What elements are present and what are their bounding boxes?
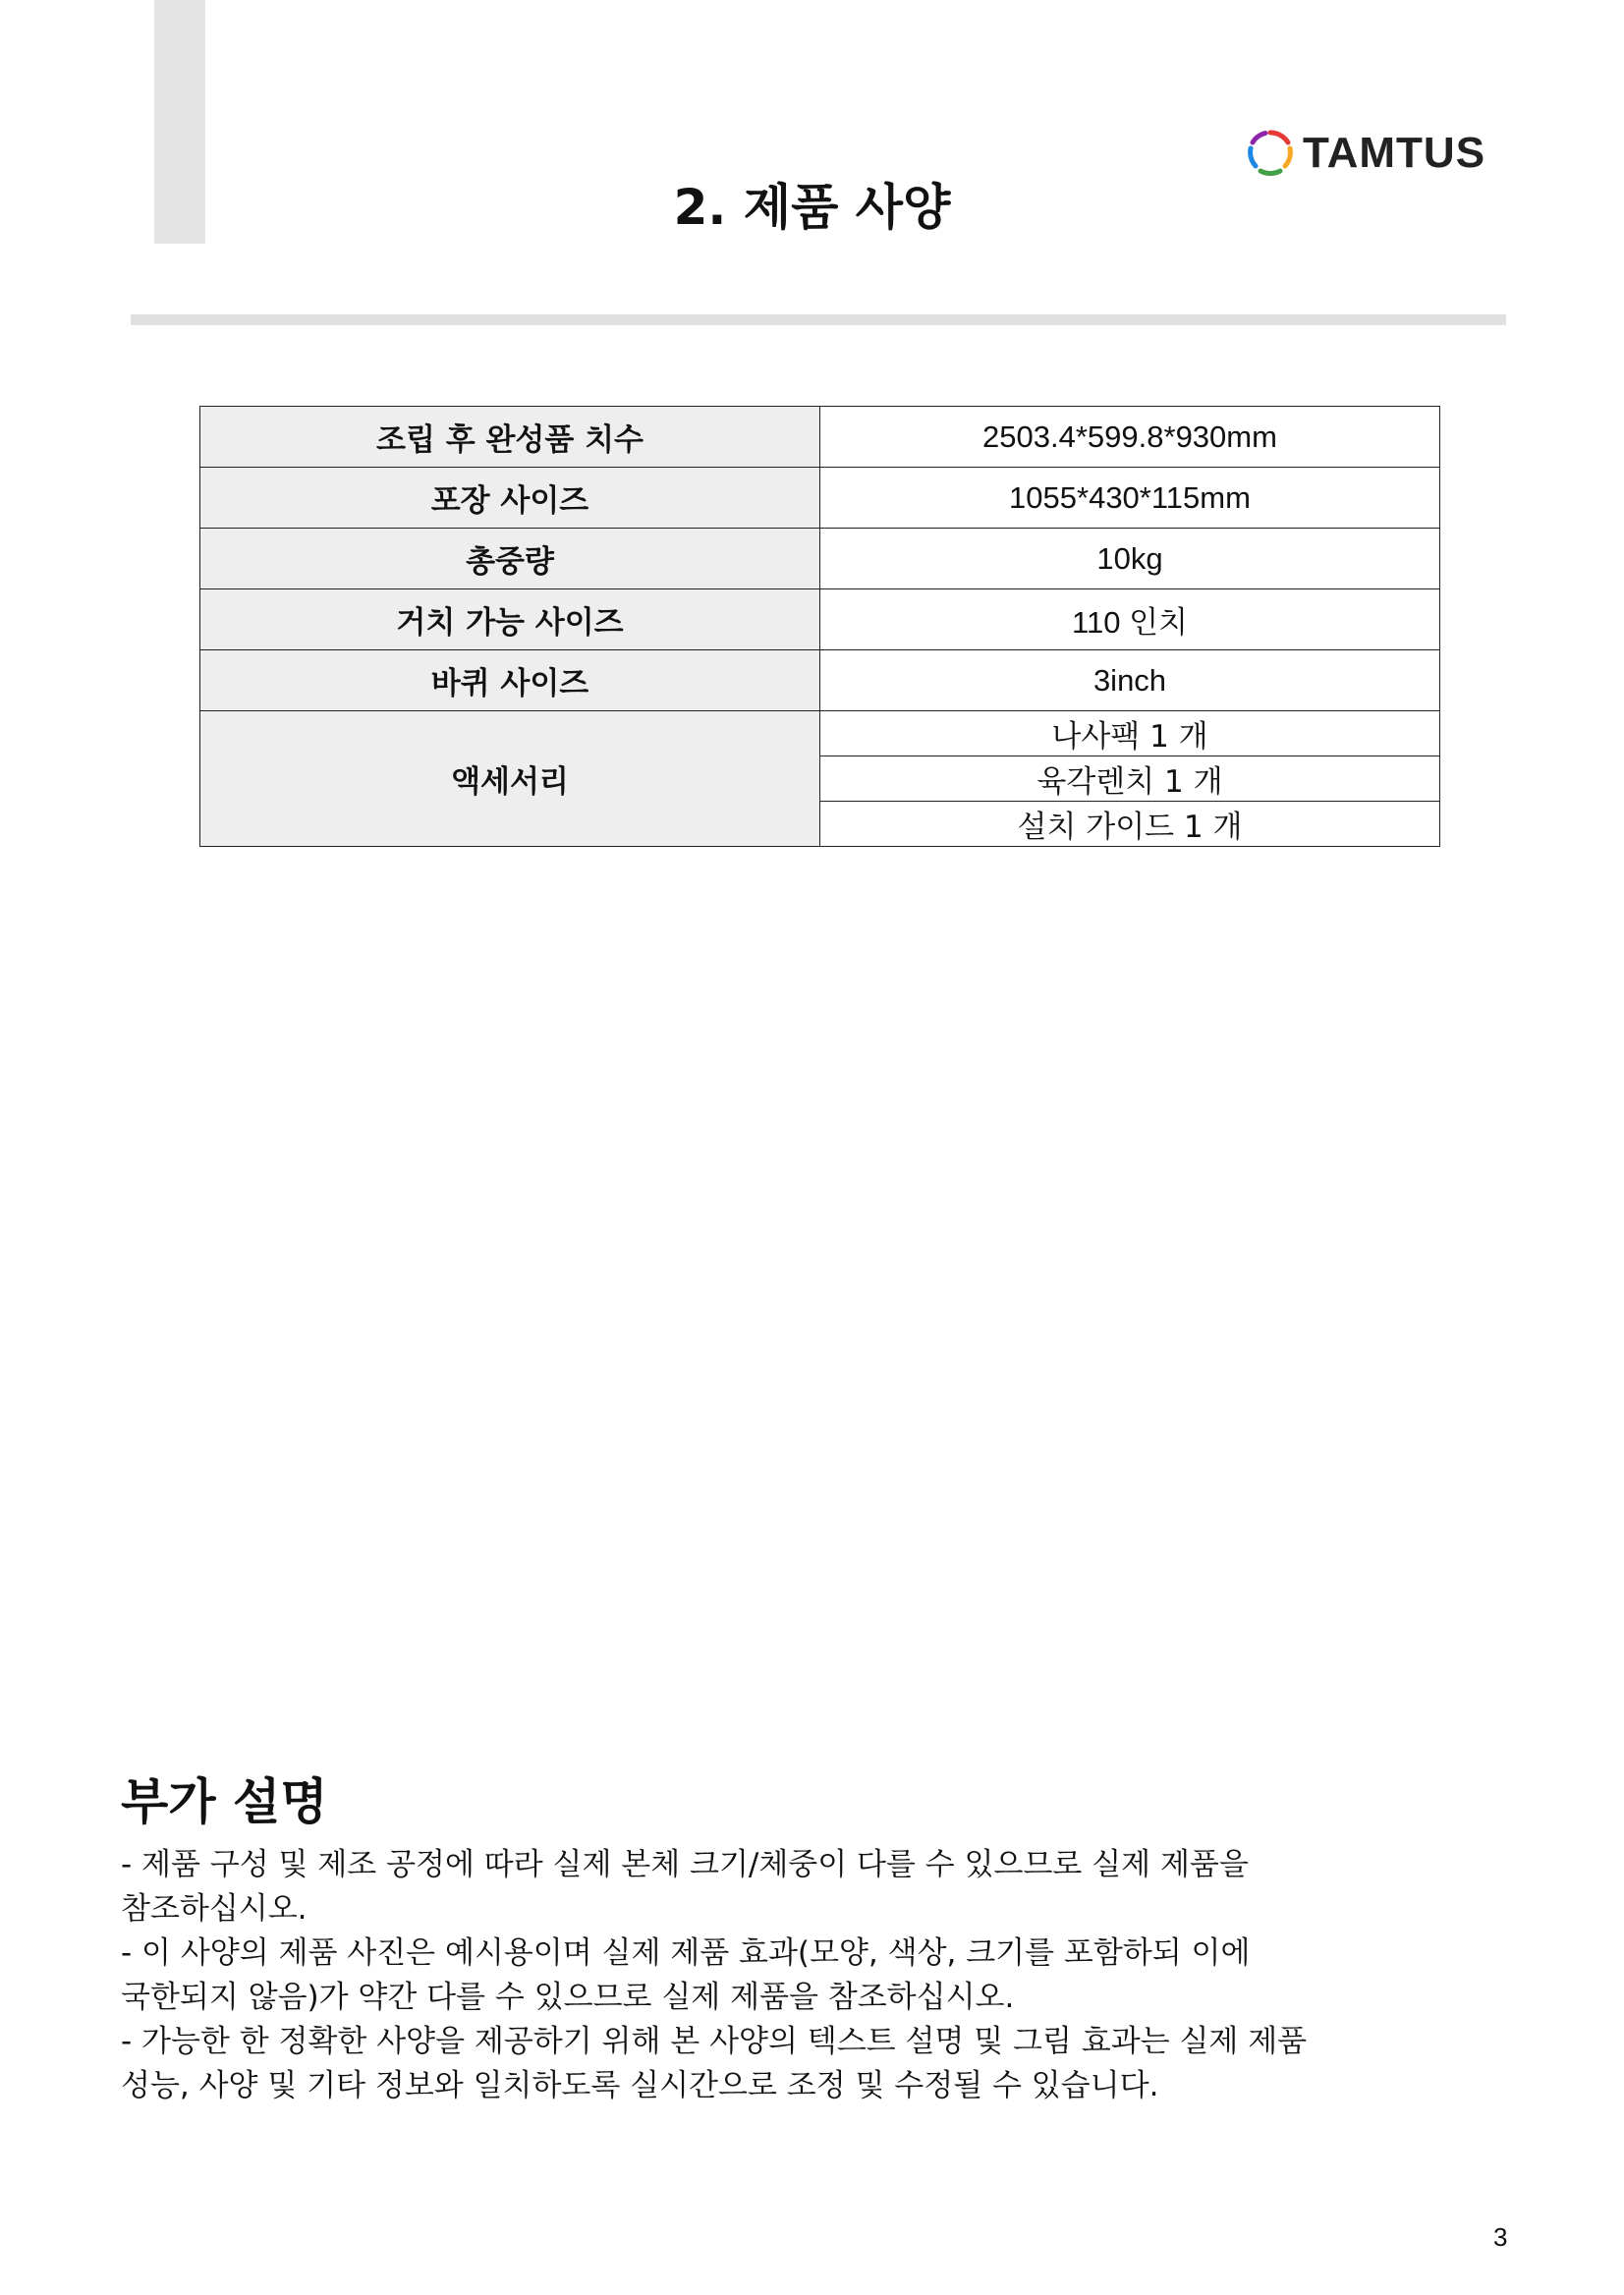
notes-line: 참조하십시오. (121, 1891, 308, 1927)
logo-text: TAMTUS (1303, 129, 1486, 177)
spec-label: 거치 가능 사이즈 (200, 589, 820, 650)
notes-heading: 부가 설명 (121, 1773, 328, 1830)
spec-row-package-size (200, 468, 1440, 529)
spec-label: 총중량 (200, 529, 820, 589)
spec-label: 액세서리 (200, 711, 820, 847)
spec-table (199, 406, 1440, 847)
spec-label: 포장 사이즈 (200, 468, 820, 529)
spec-label: 조립 후 완성품 치수 (200, 407, 820, 468)
notes-line: 성능, 사양 및 기타 정보와 일치하도록 실시간으로 조정 및 수정될 수 있습니다. (121, 2068, 1159, 2103)
notes-line: - 제품 구성 및 제조 공정에 따라 실제 본체 크기/체중이 다를 수 있으므로 실제 제품을 (121, 1847, 1249, 1882)
spec-row-dimensions (200, 407, 1440, 468)
spec-row-wheel-size (200, 650, 1440, 711)
notes-line: 국한되지 않음)가 약간 다를 수 있으므로 실제 제품을 참조하십시오. (121, 1980, 1015, 2015)
spec-label: 바퀴 사이즈 (200, 650, 820, 711)
spec-value: 1055*430*115mm (820, 468, 1440, 529)
header-divider (131, 314, 1506, 325)
spec-value: 10kg (820, 529, 1440, 589)
additional-notes (121, 1770, 1516, 2108)
spec-row-accessories (200, 711, 1440, 756)
notes-line: - 가능한 한 정확한 사양을 제공하기 위해 본 사양의 텍스트 설명 및 그림 효과는 실제 제품 (121, 2024, 1308, 2059)
spec-value: 2503.4*599.8*930mm (820, 407, 1440, 468)
accessory-item: 설치 가이드 1 개 (820, 802, 1440, 847)
spec-row-mount-size (200, 589, 1440, 650)
spec-value: 110 인치 (820, 589, 1440, 650)
accessory-item: 나사팩 1 개 (820, 711, 1440, 756)
logo-ring-icon (1246, 129, 1295, 178)
spec-row-weight (200, 529, 1440, 589)
spec-value: 3inch (820, 650, 1440, 711)
page-title: 2. 제품 사양 (673, 179, 951, 236)
page-number: 3 (1493, 2222, 1508, 2252)
notes-line: - 이 사양의 제품 사진은 예시용이며 실제 제품 효과(모양, 색상, 크기를 포함하되 이에 (121, 1935, 1251, 1971)
accessory-item: 육각렌치 1 개 (820, 756, 1440, 802)
